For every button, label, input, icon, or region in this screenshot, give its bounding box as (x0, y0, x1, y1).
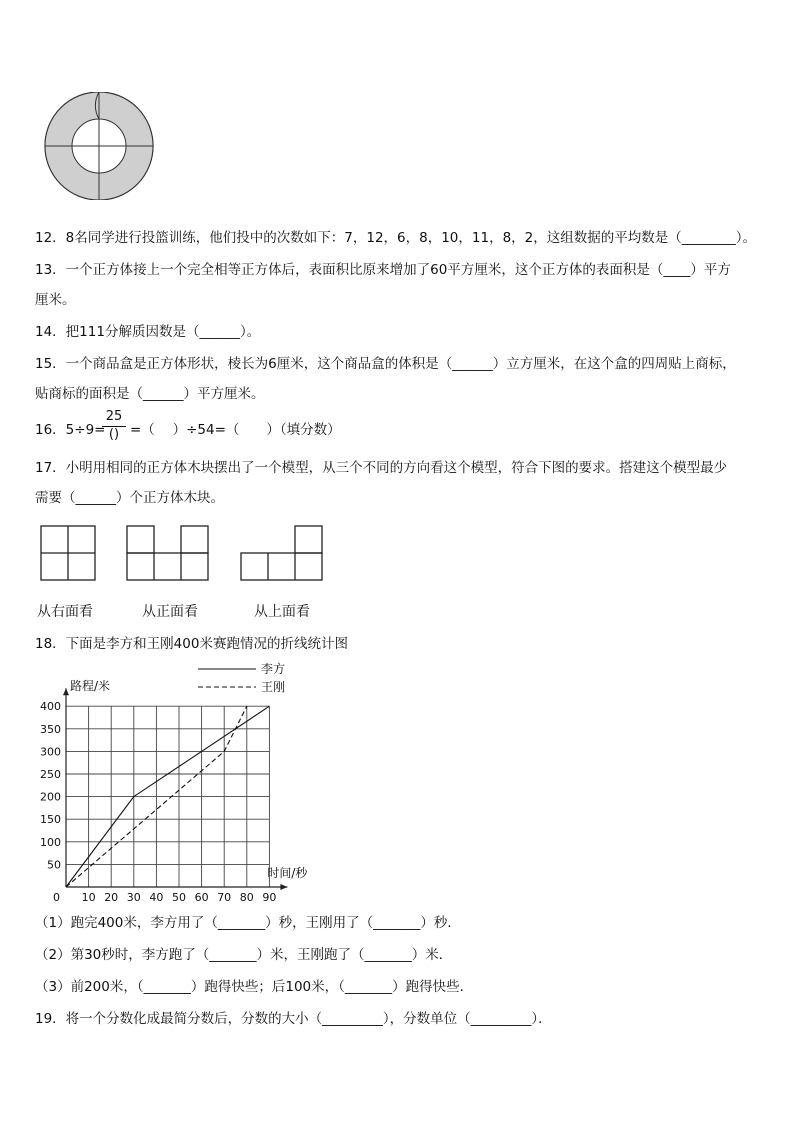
line-chart (30, 655, 340, 905)
x-tick-label: 40 (149, 891, 164, 904)
y-axis-arrow (63, 688, 69, 695)
x-tick-label: 60 (194, 891, 209, 904)
question-18-title: 18．下面是李方和王刚400米赛跑情况的折线统计图 (35, 636, 348, 652)
x-axis-arrow (280, 884, 287, 890)
view-front (126, 525, 210, 583)
question-13-line1: 13．一个正方体接上一个完全相等正方体后，表面积比原来增加了60平方厘米，这个正方体的表面积是（____）平方 (35, 262, 731, 278)
question-17-line2: 需要（______）个正方体木块。 (35, 490, 224, 506)
y-axis-label: 路程/米 (70, 679, 111, 694)
y-tick-label: 300 (40, 745, 61, 759)
x-tick-label: 20 (104, 891, 119, 904)
fraction-denominator: () (108, 427, 120, 442)
y-tick-label: 400 (40, 700, 61, 714)
x-tick-label: 70 (217, 891, 232, 904)
view-right (40, 525, 98, 583)
question-16-prefix: 16．5÷9= (35, 422, 106, 438)
question-18-sub2: （2）第30秒时，李方跑了（_______）米，王刚跑了（_______）米． (35, 947, 453, 963)
view-top (240, 525, 324, 583)
view-label-right: 从右面看 (37, 604, 93, 620)
question-18-sub3: （3）前200米，（_______）跑得快些；后100米，（_______）跑得快些． (35, 979, 474, 995)
question-14: 14．把111分解质因数是（______）。 (35, 324, 261, 340)
fraction-numerator: 25 (105, 409, 123, 424)
question-12: 12．8名同学进行投篮训练，他们投中的次数如下：7，12，6，8，10，11，8，2，这组数据的平均数是（________）。 (35, 230, 756, 246)
y-tick-label: 200 (40, 790, 61, 804)
y-tick-label: 250 (40, 768, 61, 781)
legend-label: 李方 (261, 662, 286, 676)
x-axis-label: 时间/秒 (267, 866, 308, 880)
question-18-sub1: （1）跑完400米，李方用了（_______）秒，王刚用了（_______）秒． (35, 915, 461, 931)
question-19: 19．将一个分数化成最简分数后，分数的大小（_________），分数单位（_________）． (35, 1011, 552, 1027)
y-tick-label: 50 (47, 858, 61, 872)
x-tick-label: 50 (172, 891, 186, 904)
view-label-top: 从上面看 (254, 604, 310, 620)
x-tick-label: 30 (126, 891, 141, 904)
y-tick-label: 350 (40, 722, 61, 736)
question-17-line1: 17．小明用相同的正方体木块摆出了一个模型，从三个不同的方向看这个模型，符合下图的要求。搭建这个模型最少 (35, 460, 728, 476)
y-tick-label: 150 (40, 813, 61, 827)
origin-label: 0 (53, 891, 60, 904)
question-15-line1: 15．一个商品盒是正方体形状，棱长为6厘米，这个商品盒的体积是（______）立方厘米，在这个盒的四周贴上商标， (35, 356, 736, 372)
view-label-front: 从正面看 (142, 604, 198, 620)
y-tick-label: 100 (40, 835, 61, 849)
question-15-line2: 贴商标的面积是（______）平方厘米。 (35, 386, 265, 402)
question-16-suffix: =（ ）÷54=（ ）（填分数） (130, 422, 341, 438)
legend-label: 王刚 (261, 680, 286, 694)
x-tick-label: 80 (239, 891, 254, 904)
x-tick-label: 10 (81, 891, 96, 904)
question-13-line2: 厘米。 (35, 292, 76, 308)
pinwheel-figure (40, 92, 160, 200)
x-tick-label: 90 (262, 891, 277, 904)
